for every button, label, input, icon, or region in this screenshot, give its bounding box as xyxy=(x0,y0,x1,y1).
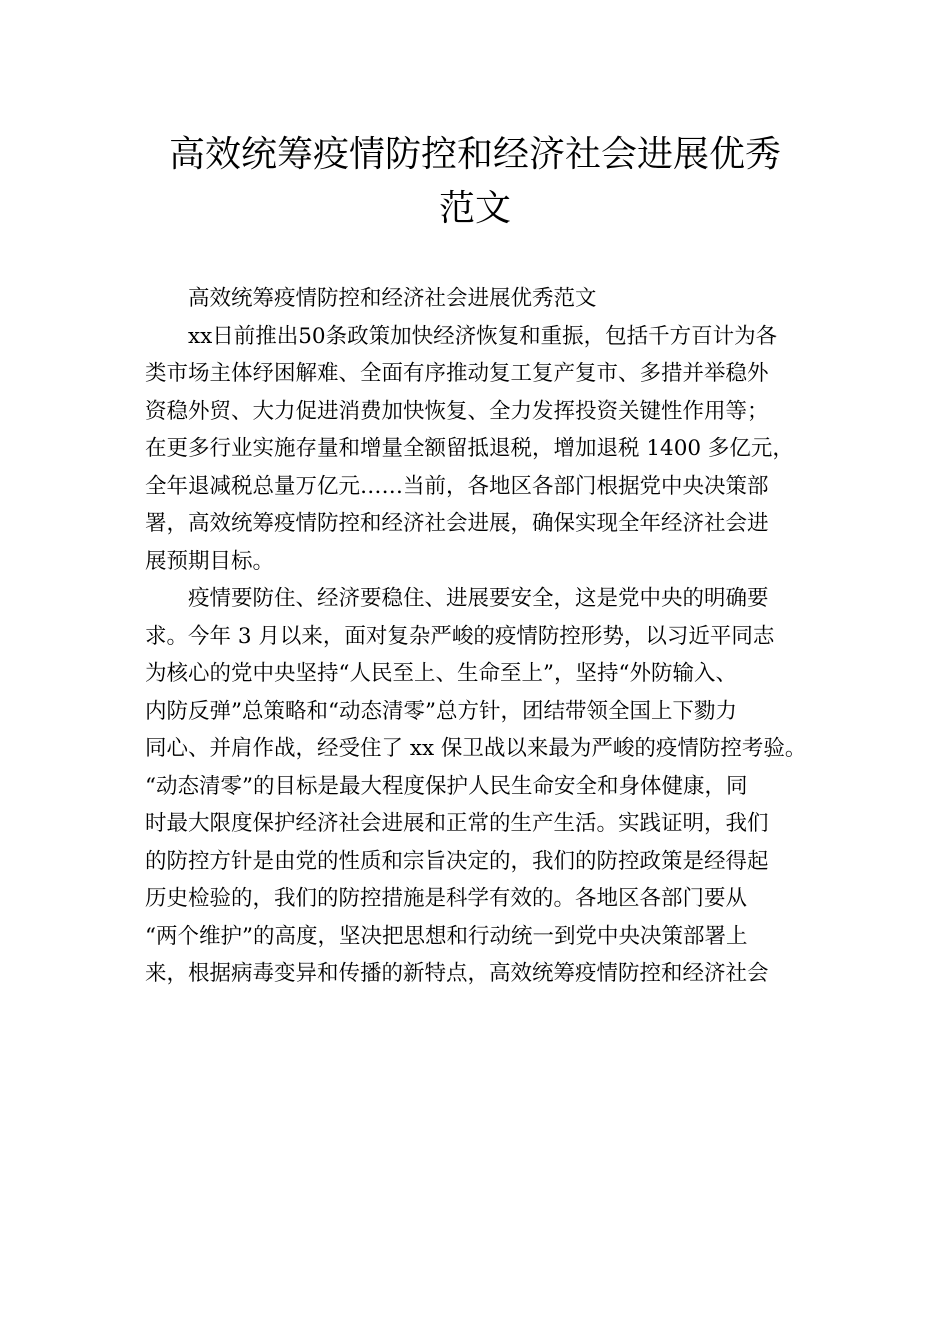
paragraph-line: 署，高效统筹疫情防控和经济社会进展，确保实现全年经济社会进 xyxy=(145,511,769,536)
paragraph-line: 时最大限度保护经济社会进展和正常的生产生活。实践证明，我们 xyxy=(145,811,769,836)
paragraph-line: 同心、并肩作战，经受住了 xx 保卫战以来最为严峻的疫情防控考验。 xyxy=(145,736,807,761)
title-line-1: 高效统筹疫情防控和经济社会进展优秀 xyxy=(168,134,781,175)
paragraph-line: 内防反弹”总策略和“动态清零”总方针，团结带领全国上下勠力 xyxy=(145,698,737,724)
paragraph-line: 历史检验的，我们的防控措施是科学有效的。各地区各部门要从 xyxy=(145,886,748,911)
document-body xyxy=(145,280,815,993)
paragraph-2 xyxy=(145,318,815,581)
paragraph-line: 求。今年 3 月以来，面对复杂严峻的疫情防控形势，以习近平同志 xyxy=(145,623,775,649)
paragraph-line: 来，根据病毒变异和传播的新特点，高效统筹疫情防控和经济社会 xyxy=(145,961,769,986)
document-title xyxy=(120,128,830,236)
paragraph-line: 为核心的党中央坚持“人民至上、生命至上”，坚持“外防输入、 xyxy=(145,661,737,686)
paragraph-line: 展预期目标。 xyxy=(145,548,275,574)
paragraph-line: “动态清零”的目标是最大程度保护人民生命安全和身体健康，同 xyxy=(145,773,748,799)
paragraph-line: 疫情要防住、经济要稳住、进展要安全，这是党中央的明确要 xyxy=(188,586,769,611)
paragraph-line: 类市场主体纾困解难、全面有序推动复工复产复市、多措并举稳外 xyxy=(145,361,769,386)
paragraph-line: 全年退减税总量万亿元……当前，各地区各部门根据党中央决策部 xyxy=(145,473,769,499)
paragraph-line: 的防控方针是由党的性质和宗旨决定的，我们的防控政策是经得起 xyxy=(145,848,769,874)
paragraph-1 xyxy=(145,280,815,318)
paragraph-line: xx日前推出50条政策加快经济恢复和重振，包括千方百计为各 xyxy=(188,323,778,349)
title-line-2: 范文 xyxy=(438,188,511,229)
paragraph-line: 在更多行业实施存量和增量全额留抵退税，增加退税 1400 多亿元， xyxy=(145,436,794,461)
paragraph-line: “两个维护”的高度，坚决把思想和行动统一到党中央决策部署上 xyxy=(145,923,748,949)
paragraph-line: 高效统筹疫情防控和经济社会进展优秀范文 xyxy=(188,286,597,311)
paragraph-line: 资稳外贸、大力促进消费加快恢复、全力发挥投资关键性作用等； xyxy=(145,398,769,424)
paragraph-3 xyxy=(145,580,815,993)
